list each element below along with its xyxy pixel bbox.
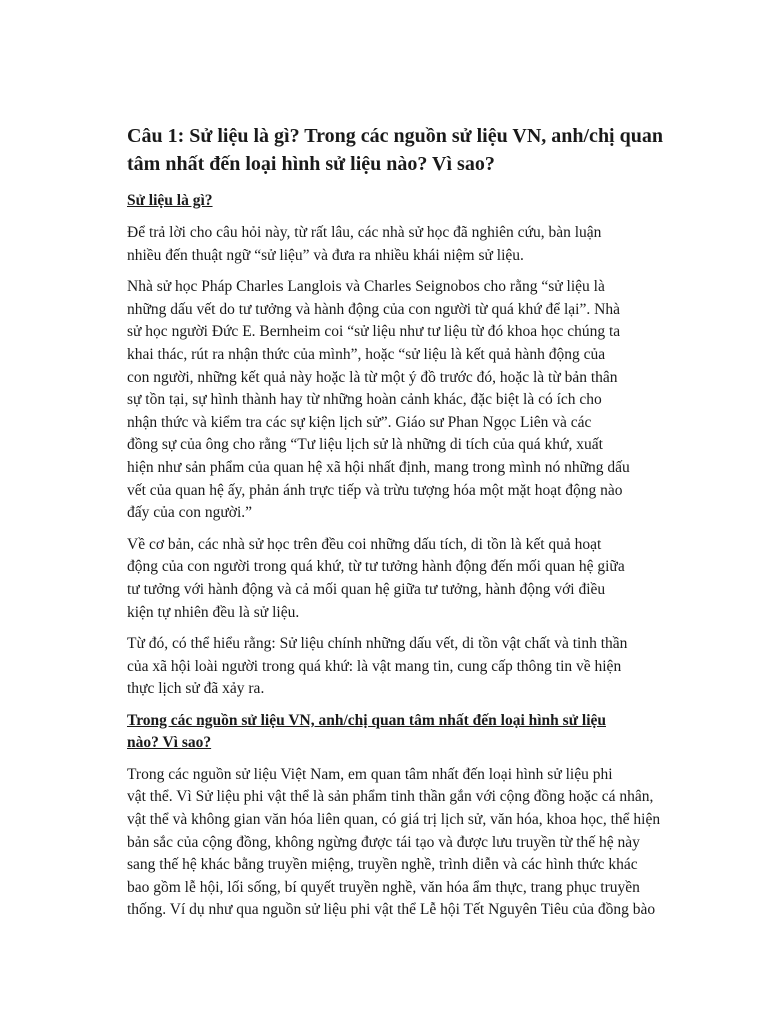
paragraph xyxy=(127,633,699,701)
paragraph xyxy=(127,276,699,525)
title-line: tâm nhất đến loại hình sử liệu nào? Vì sao? xyxy=(127,153,495,175)
text-line: thực lịch sử đã xảy ra. xyxy=(127,680,265,698)
text-line: đấy của con người.” xyxy=(127,504,253,522)
text-line: sử học người Đức E. Bernheim coi “sử liệu như tư liệu từ đó khoa học chúng ta xyxy=(127,323,621,341)
text-line: vật thể và không gian văn hóa liên quan, có giá trị lịch sử, văn hóa, khoa học, thể hiện xyxy=(127,811,661,829)
text-line: vết của quan hệ ấy, phản ánh trực tiếp và trừu tượng hóa một mặt hoạt động nào xyxy=(127,481,623,499)
text-line: bao gồm lễ hội, lối sống, bí quyết truyền nghề, văn hóa ẩm thực, trang phục truyền xyxy=(127,878,640,896)
text-line: đồng sự của ông cho rằng “Tư liệu lịch sử là những di tích của quá khứ, xuất xyxy=(127,436,603,454)
text-line: những dấu vết do tư tưởng và hành động của con người từ quá khứ để lại”. Nhà xyxy=(127,300,620,318)
text-line: Để trả lời cho câu hỏi này, từ rất lâu, các nhà sử học đã nghiên cứu, bàn luận xyxy=(127,224,602,241)
section-heading-what-is-source: Sử liệu là gì? xyxy=(127,192,213,209)
text-line: kiện tự nhiên đều là sử liệu. xyxy=(127,603,300,621)
text-line: nhận thức và kiểm tra các sự kiện lịch sử”. Giáo sư Phan Ngọc Liên và các xyxy=(127,413,592,431)
document-page xyxy=(127,122,699,931)
text-line: bản sắc của cộng đồng, không ngừng được tái tạo và được lưu truyền từ thế hệ này xyxy=(127,833,640,851)
question-title xyxy=(127,122,699,178)
paragraph xyxy=(127,534,699,624)
text-line: nhiều đến thuật ngữ “sử liệu” và đưa ra nhiều khái niệm sử liệu. xyxy=(127,246,524,264)
text-line: động của con người trong quá khứ, từ tư tưởng hành động đến mối quan hệ giữa xyxy=(127,558,625,576)
text-line: thống. Ví dụ như qua nguồn sử liệu phi vật thể Lễ hội Tết Nguyên Tiêu của đồng bào xyxy=(127,901,656,919)
text-line: Về cơ bản, các nhà sử học trên đều coi những dấu tích, di tồn là kết quả hoạt xyxy=(127,535,602,553)
text-line: vật thể. Vì Sử liệu phi vật thể là sản phẩm tinh thần gắn với cộng đồng hoặc cá nhân, xyxy=(127,788,654,806)
title-line: Câu 1: Sử liệu là gì? Trong các nguồn sử liệu VN, anh/chị quan xyxy=(127,125,663,147)
text-line: tư tưởng với hành động và cả mối quan hệ giữa tư tưởng, hành động với điều xyxy=(127,580,606,598)
text-line: khai thác, rút ra nhận thức của mình”, hoặc “sử liệu là kết quả hành động của xyxy=(127,345,606,363)
heading-line: nào? Vì sao? xyxy=(127,733,212,751)
text-line: sự tồn tại, sự hình thành hay từ những hoàn cảnh khác, đặc biệt là có ích cho xyxy=(127,391,602,409)
text-line: Từ đó, có thể hiểu rằng: Sử liệu chính những dấu vết, di tồn vật chất và tinh thần xyxy=(127,635,628,653)
text-line: con người, những kết quả này hoặc là từ một ý đồ trước đó, hoặc là từ bản thân xyxy=(127,368,618,386)
text-line: của xã hội loài người trong quá khứ: là vật mang tin, cung cấp thông tin về hiện xyxy=(127,657,622,675)
paragraph xyxy=(127,222,699,267)
section-heading-source-type xyxy=(127,710,699,754)
heading-line: Trong các nguồn sử liệu VN, anh/chị quan tâm nhất đến loại hình sử liệu xyxy=(127,711,606,729)
paragraph xyxy=(127,764,699,922)
text-line: sang thế hệ khác bằng truyền miệng, truyền nghề, trình diễn và các hình thức khác xyxy=(127,856,638,874)
text-line: Trong các nguồn sử liệu Việt Nam, em quan tâm nhất đến loại hình sử liệu phi xyxy=(127,765,613,783)
text-line: Nhà sử học Pháp Charles Langlois và Charles Seignobos cho rằng “sử liệu là xyxy=(127,278,605,296)
text-line: hiện như sản phẩm của quan hệ xã hội nhất định, mang trong mình nó những dấu xyxy=(127,458,630,476)
